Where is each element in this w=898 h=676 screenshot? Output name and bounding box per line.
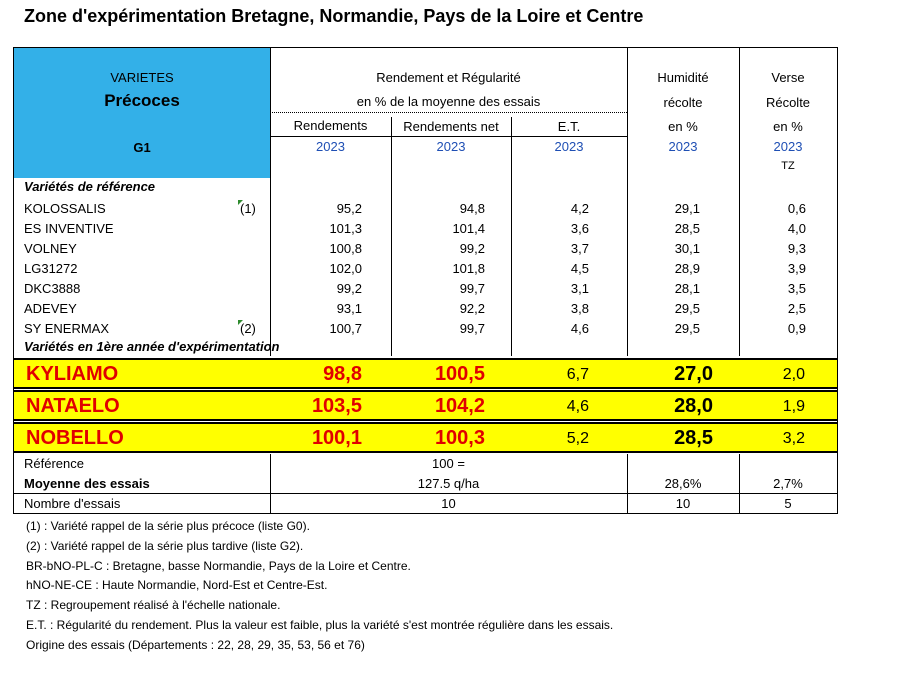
footnote: (1) : Variété rappel de la série plus précoce (liste G0). bbox=[26, 519, 310, 533]
new-variety-name: NOBELLO bbox=[26, 427, 124, 449]
nombre-rendements: 10 bbox=[441, 496, 456, 511]
cell-rendement: 101,3 bbox=[329, 221, 362, 236]
variety-note: (2) bbox=[240, 321, 256, 336]
new-variety-name: NATAELO bbox=[26, 395, 120, 417]
new-variety-name: KYLIAMO bbox=[26, 363, 119, 385]
cell-rendement-net: 104,2 bbox=[434, 395, 485, 417]
cell-humidite: 29,1 bbox=[674, 201, 700, 216]
highlight-row bbox=[14, 422, 837, 453]
humidite-label-3: en % bbox=[668, 119, 698, 134]
cell-verse: 4,0 bbox=[787, 221, 806, 236]
nombre-label: Nombre d'essais bbox=[24, 496, 121, 511]
nombre-verse: 5 bbox=[784, 496, 792, 511]
col-rendements-net: Rendements net bbox=[403, 119, 499, 134]
cell-rendement-net: 100,5 bbox=[434, 363, 485, 385]
cell-et: 4,6 bbox=[566, 398, 589, 415]
variety-name: LG31272 bbox=[24, 261, 78, 276]
cell-verse: 2,5 bbox=[787, 301, 806, 316]
cell-rendement: 99,2 bbox=[336, 281, 362, 296]
table-row bbox=[14, 199, 837, 219]
cell-rendement: 98,8 bbox=[323, 363, 362, 385]
cell-rendement-net: 101,4 bbox=[452, 221, 485, 236]
moyenne-humidite: 28,6% bbox=[664, 476, 702, 491]
footnote: TZ : Regroupement réalisé à l'échelle nationale. bbox=[26, 598, 281, 613]
cell-rendement-net: 99,7 bbox=[459, 321, 485, 336]
table-row bbox=[14, 279, 837, 299]
cell-verse: 3,9 bbox=[787, 261, 806, 276]
section-reference-label: Variétés de référence bbox=[24, 179, 156, 194]
footnote: (2) : Variété rappel de la série plus tardive (liste G2). bbox=[26, 538, 304, 553]
cell-rendement: 100,7 bbox=[329, 321, 362, 336]
col-et: E.T. bbox=[557, 119, 581, 134]
cell-et: 3,6 bbox=[570, 221, 589, 236]
cell-et: 3,8 bbox=[570, 301, 589, 316]
variety-name: DKC3888 bbox=[24, 281, 81, 296]
variety-name: VOLNEY bbox=[24, 241, 77, 256]
cell-rendement-net: 101,8 bbox=[452, 261, 485, 276]
cell-rendement: 100,8 bbox=[329, 241, 362, 256]
moyenne-label: Moyenne des essais bbox=[24, 476, 150, 491]
verse-label-2: Récolte bbox=[765, 95, 811, 110]
cell-humidite: 28,5 bbox=[674, 427, 713, 449]
verse-label-1: Verse bbox=[771, 70, 805, 85]
cell-et: 5,2 bbox=[566, 430, 589, 447]
cell-rendement-net: 94,8 bbox=[459, 201, 485, 216]
cell-verse: 9,3 bbox=[787, 241, 806, 256]
highlight-row bbox=[14, 358, 837, 389]
results-table bbox=[13, 47, 838, 514]
rendement-subtitle: en % de la moyenne des essais bbox=[356, 94, 541, 109]
cell-verse: 3,5 bbox=[787, 281, 806, 296]
year-rendements-net: 2023 bbox=[436, 139, 466, 154]
cell-rendement: 100,1 bbox=[311, 427, 362, 449]
cell-verse: 0,9 bbox=[787, 321, 806, 336]
group-label: G1 bbox=[133, 140, 151, 155]
table-row bbox=[14, 299, 837, 319]
table-row bbox=[14, 259, 837, 279]
table-row bbox=[14, 319, 837, 339]
col-rendements: Rendements bbox=[293, 118, 368, 133]
table-row bbox=[14, 219, 837, 239]
cell-verse: 3,2 bbox=[782, 430, 805, 447]
variety-name: ADEVEY bbox=[24, 301, 77, 316]
reference-label: Référence bbox=[24, 456, 84, 471]
variety-note: (1) bbox=[240, 201, 256, 216]
footnotes bbox=[26, 517, 613, 656]
humidite-label-1: Humidité bbox=[657, 70, 709, 85]
year-et: 2023 bbox=[554, 139, 584, 154]
cell-et: 4,5 bbox=[570, 261, 589, 276]
section-new-label: Variétés en 1ère année d'expérimentation bbox=[24, 339, 280, 354]
highlight-row bbox=[14, 390, 837, 421]
cell-verse: 1,9 bbox=[782, 398, 805, 415]
cell-humidite: 30,1 bbox=[674, 241, 700, 256]
cell-humidite: 29,5 bbox=[674, 301, 700, 316]
page-title: Zone d'expérimentation Bretagne, Normandie, Pays de la Loire et Centre bbox=[24, 6, 644, 26]
cell-et: 4,6 bbox=[570, 321, 589, 336]
cell-humidite: 29,5 bbox=[674, 321, 700, 336]
cell-rendement-net: 92,2 bbox=[459, 301, 485, 316]
cell-et: 6,7 bbox=[566, 366, 589, 383]
varietes-label: VARIETES bbox=[110, 70, 174, 85]
cell-rendement: 103,5 bbox=[311, 395, 362, 417]
cell-et: 3,7 bbox=[570, 241, 589, 256]
cell-verse: 2,0 bbox=[782, 366, 805, 383]
cell-verse: 0,6 bbox=[787, 201, 806, 216]
footnote: hNO-NE-CE : Haute Normandie, Nord-Est et Centre-Est. bbox=[26, 578, 328, 593]
cell-et: 4,2 bbox=[570, 201, 589, 216]
rendement-title: Rendement et Régularité bbox=[376, 70, 521, 85]
footnote: E.T. : Régularité du rendement. Plus la valeur est faible, plus la variété s'est montrée régulière dans les essais. bbox=[26, 617, 614, 632]
moyenne-verse: 2,7% bbox=[773, 476, 803, 491]
cell-humidite: 27,0 bbox=[674, 363, 713, 385]
cell-humidite: 28,0 bbox=[674, 395, 713, 417]
cell-rendement: 95,2 bbox=[336, 201, 362, 216]
footnote: BR-bNO-PL-C : Bretagne, basse Normandie, Pays de la Loire et Centre. bbox=[26, 558, 411, 573]
year-humidite: 2023 bbox=[668, 139, 698, 154]
precoces-label: Précoces bbox=[104, 91, 180, 110]
cell-humidite: 28,9 bbox=[674, 261, 700, 276]
cell-et: 3,1 bbox=[570, 281, 589, 296]
tz-label: TZ bbox=[781, 160, 795, 172]
variety-name: ES INVENTIVE bbox=[24, 221, 114, 236]
nombre-humidite: 10 bbox=[675, 496, 691, 511]
humidite-label-2: récolte bbox=[663, 95, 703, 110]
table-row bbox=[14, 239, 837, 259]
variety-name: SY ENERMAX bbox=[24, 321, 110, 336]
footnote: Origine des essais (Départements : 22, 28, 29, 35, 53, 56 et 76) bbox=[26, 637, 365, 652]
year-rendements: 2023 bbox=[316, 139, 345, 154]
cell-humidite: 28,5 bbox=[674, 221, 700, 236]
cell-humidite: 28,1 bbox=[674, 281, 700, 296]
cell-rendement: 102,0 bbox=[329, 261, 362, 276]
cell-rendement-net: 100,3 bbox=[434, 427, 485, 449]
variety-name: KOLOSSALIS bbox=[24, 201, 106, 216]
moyenne-value: 127.5 q/ha bbox=[417, 476, 480, 491]
year-verse: 2023 bbox=[773, 139, 803, 154]
cell-rendement-net: 99,2 bbox=[459, 241, 485, 256]
cell-rendement-net: 99,7 bbox=[459, 281, 485, 296]
reference-value: 100 = bbox=[432, 456, 465, 471]
varietes-header-cell bbox=[14, 48, 270, 178]
verse-label-3: en % bbox=[773, 119, 803, 134]
cell-rendement: 93,1 bbox=[336, 301, 362, 316]
